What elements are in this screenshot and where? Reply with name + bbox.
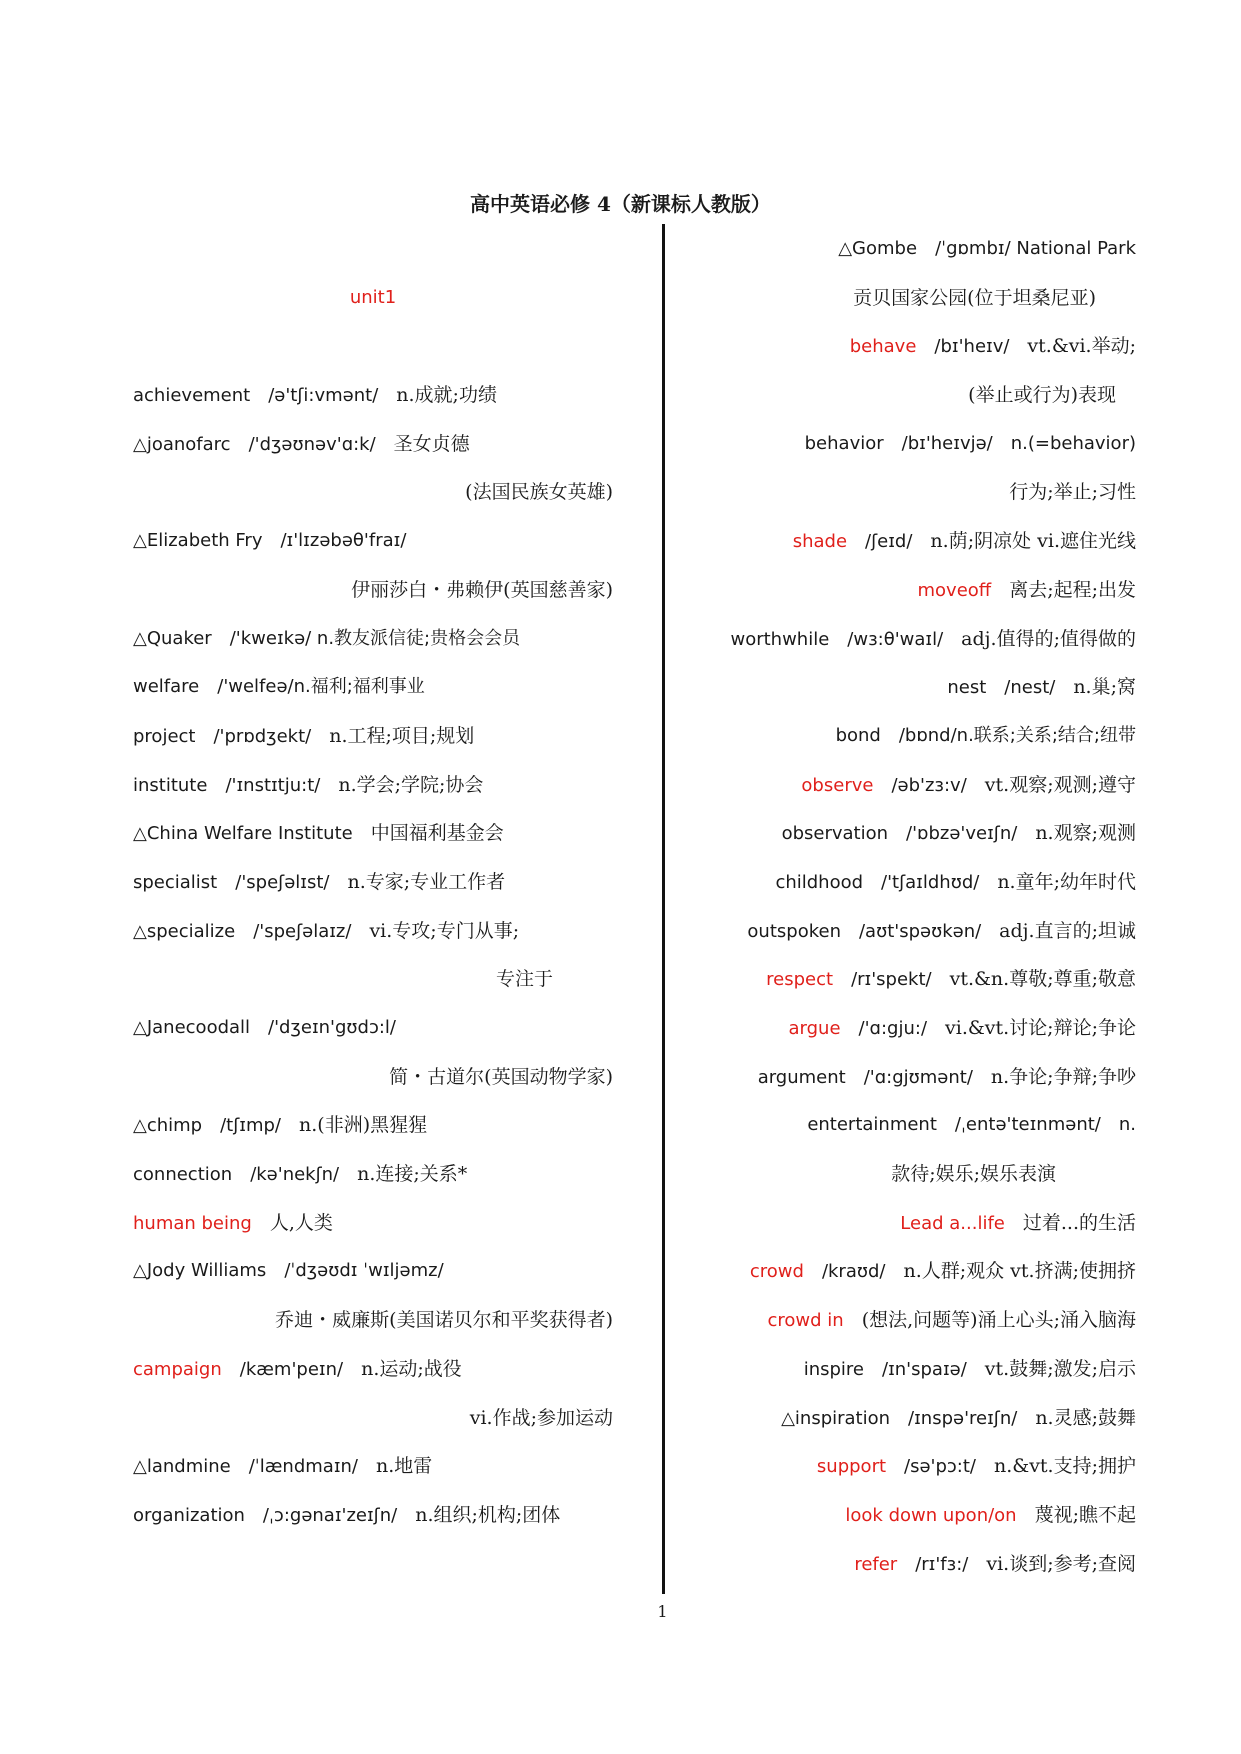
headword: look down upon/on	[845, 1504, 1017, 1526]
phonetic: /ɪ'lɪzəbəθ'fraɪ/	[280, 530, 407, 552]
phonetic: /'ɑ:gjʊmənt/	[863, 1066, 973, 1088]
headword: specialist	[133, 871, 218, 893]
definition: n.连接;关系*	[357, 1163, 468, 1186]
vocab-line	[676, 865, 1136, 914]
headword: achievement	[133, 385, 251, 407]
definition: n.专家;专业工作者	[347, 870, 506, 893]
blank-line	[133, 329, 613, 378]
vocab-line	[676, 622, 1136, 671]
headword: worthwhile	[730, 628, 830, 650]
headword: argue	[788, 1018, 841, 1039]
phonetic: /ˈdʒəʊdɪ ˈwɪljəmz/	[284, 1260, 444, 1282]
vocab-line	[676, 719, 1136, 768]
headword: △landmine	[133, 1456, 231, 1478]
vocab-line	[133, 1449, 613, 1498]
phonetic: /aʊt'spəʊkən/	[858, 920, 982, 942]
vocab-line	[133, 1060, 613, 1109]
vocab-line	[133, 670, 613, 719]
headword: argument	[757, 1066, 846, 1088]
headword: △Jody Williams	[133, 1260, 267, 1282]
blank-line	[133, 232, 613, 281]
vocab-line	[133, 573, 613, 622]
vocab-line	[133, 378, 613, 427]
definition: n.学会;学院;协会	[338, 773, 484, 796]
definition: adj.直言的;坦诚	[999, 919, 1136, 942]
headword: vi.作战;参加运动	[469, 1406, 613, 1429]
vocab-line	[676, 1108, 1136, 1157]
headword: outspoken	[747, 920, 841, 942]
headword: 伊丽莎白・弗赖伊(英国慈善家)	[351, 578, 613, 601]
vocab-line	[133, 962, 613, 1011]
headword: childhood	[775, 871, 864, 893]
phonetic: /rɪ'fɜ:/	[915, 1553, 969, 1575]
phonetic: /ɪn'spaɪə/	[882, 1358, 967, 1380]
headword: crowd in	[767, 1310, 844, 1332]
vocab-line	[676, 329, 1136, 378]
headword: △joanofarc	[133, 433, 231, 455]
vocab-line	[676, 1206, 1136, 1255]
definition: n.组织;机构;团体	[415, 1503, 561, 1526]
headword: △Janecoodall	[133, 1017, 251, 1038]
phonetic: n.(=behavior)	[1010, 432, 1136, 454]
phonetic: /'speʃəlaɪz/	[253, 920, 352, 942]
definition: vi.专攻;专门从事;	[369, 919, 520, 942]
headword: △China Welfare Institute	[133, 823, 353, 845]
vocab-line	[676, 427, 1136, 476]
headword: entertainment	[807, 1114, 937, 1136]
vocab-line	[133, 1352, 613, 1401]
definition: 离去;起程;出发	[1009, 578, 1136, 601]
phonetic: /sə'pɔ:t/	[904, 1456, 976, 1478]
definition: adj.值得的;值得做的	[961, 627, 1136, 650]
vocab-line	[133, 1011, 613, 1060]
page-title: 高中英语必修 4（新课标人教版）	[470, 192, 771, 216]
phonetic: /bɪ'heɪv/	[934, 336, 1010, 358]
vocab-line	[676, 1498, 1136, 1547]
definition: 过着...的生活	[1022, 1211, 1136, 1234]
vocab-line	[133, 1254, 613, 1303]
vocab-line	[133, 1206, 613, 1255]
definition: n.观察;观测	[1035, 822, 1136, 845]
vocab-line	[133, 622, 613, 671]
headword: project	[133, 725, 196, 747]
phonetic: /rɪ'spekt/	[851, 969, 932, 991]
headword: welfare	[133, 676, 200, 698]
vocab-line	[676, 670, 1136, 719]
vocab-line	[133, 1303, 613, 1352]
definition: n.(非洲)黑猩猩	[299, 1114, 428, 1137]
vocab-line	[676, 573, 1136, 622]
vocab-line	[676, 378, 1136, 427]
definition: vt.&n.尊敬;尊重;敬意	[949, 968, 1136, 991]
headword: connection	[133, 1164, 233, 1186]
phonetic: /bɪ'heɪvjə/	[901, 432, 993, 454]
vocab-line	[133, 1498, 613, 1547]
headword: △specialize	[133, 920, 236, 942]
phonetic: /ʃeɪd/	[865, 531, 913, 553]
phonetic: /'kweɪkə/ n.教友派信徒;贵格会会员	[229, 627, 521, 649]
headword: △Elizabeth Fry	[133, 530, 263, 552]
definition: (想法,问题等)涌上心头;涌入脑海	[861, 1309, 1136, 1332]
headword: campaign	[133, 1358, 222, 1380]
vocab-line	[676, 1352, 1136, 1401]
headword: moveoff	[917, 579, 992, 601]
headword: △Gombe	[838, 238, 918, 259]
phonetic: /bɒnd/n.联系;关系;结合;纽带	[898, 724, 1136, 746]
phonetic: /'ɑ:gju:/	[858, 1018, 928, 1039]
vocab-line	[133, 768, 613, 817]
headword: observation	[781, 823, 889, 845]
phonetic: n.	[1118, 1114, 1136, 1136]
vocab-line	[676, 1401, 1136, 1450]
definition: n.荫;阴凉处 vi.遮住光线	[930, 530, 1136, 553]
phonetic: /'ɪnstɪtju:t/	[225, 774, 321, 796]
phonetic: /ɪnspə'reɪʃn/	[908, 1407, 1018, 1429]
vocab-line	[676, 1254, 1136, 1303]
vocab-line	[676, 816, 1136, 865]
definition: 人,人类	[269, 1211, 333, 1234]
phonetic: /ˈlændmaɪn/	[248, 1456, 358, 1478]
vocab-line	[676, 232, 1136, 281]
phonetic: /kə'nekʃn/	[250, 1164, 340, 1186]
vocab-line	[676, 1060, 1136, 1109]
vocab-line	[133, 427, 613, 476]
headword: (法国民族女英雄)	[465, 481, 613, 504]
phonetic: /'ɒbzə'veɪʃn/	[906, 823, 1018, 845]
headword: 贡贝国家公园(位于坦桑尼亚)	[853, 286, 1096, 309]
headword: bond	[835, 724, 881, 746]
vocab-line	[676, 1547, 1136, 1596]
headword: 款待;娱乐;娱乐表演	[891, 1163, 1056, 1186]
headword: 行为;举止;习性	[1009, 481, 1136, 504]
definition: vt.观察;观测;遵守	[984, 773, 1136, 796]
vocab-line	[676, 914, 1136, 963]
phonetic: /kraʊd/	[821, 1261, 886, 1283]
definition: n.童年;幼年时代	[997, 870, 1136, 893]
vocab-line	[133, 524, 613, 573]
phonetic: /ə'tʃi:vmənt/	[268, 385, 379, 407]
headword: respect	[766, 969, 834, 991]
phonetic: /'dʒəʊnəv'ɑ:k/	[248, 433, 376, 455]
phonetic: /tʃɪmp/	[220, 1115, 281, 1137]
headword: shade	[792, 531, 848, 553]
vocab-line	[133, 1108, 613, 1157]
vocab-line	[676, 524, 1136, 573]
definition: n.巢;窝	[1073, 676, 1136, 699]
right-column	[676, 232, 1136, 1595]
vocab-line	[133, 914, 613, 963]
definition: n.地雷	[375, 1455, 433, 1478]
phonetic: /ˌentə'teɪnmənt/	[954, 1114, 1101, 1136]
vocab-line	[676, 281, 1136, 330]
definition: vt.&vi.举动;	[1027, 335, 1136, 358]
headword: refer	[854, 1553, 898, 1575]
vocab-line	[676, 1449, 1136, 1498]
column-divider	[662, 224, 665, 1594]
headword: organization	[133, 1504, 245, 1526]
headword: human being	[133, 1212, 252, 1234]
headword: crowd	[749, 1261, 804, 1283]
vocab-line	[676, 768, 1136, 817]
headword: △chimp	[133, 1115, 203, 1137]
headword: Lead a...life	[900, 1212, 1005, 1234]
phonetic: /'prɒdʒekt/	[213, 725, 312, 747]
headword: behavior	[804, 432, 884, 454]
vocab-line	[676, 962, 1136, 1011]
headword: nest	[947, 677, 987, 699]
headword: 专注于	[495, 968, 553, 991]
vocab-line	[676, 1157, 1136, 1206]
definition: vi.&vt.讨论;辩论;争论	[945, 1017, 1136, 1039]
definition: n.运动;战役	[361, 1357, 462, 1380]
headword: (举止或行为)表现	[968, 384, 1116, 407]
headword: institute	[133, 774, 208, 796]
headword: △inspiration	[781, 1407, 891, 1429]
vocab-line	[676, 475, 1136, 524]
definition: 中国福利基金会	[370, 822, 504, 845]
vocab-line	[133, 1157, 613, 1206]
left-column	[133, 232, 613, 1547]
headword: △Quaker	[133, 627, 212, 649]
headword: 乔迪・威廉斯(美国诺贝尔和平奖获得者)	[275, 1309, 613, 1332]
phonetic: /ˌɔ:gənaɪ'zeɪʃn/	[262, 1504, 398, 1526]
phonetic: /'welfeə/n.福利;福利事业	[217, 676, 425, 698]
phonetic: /wɜ:θ'waɪl/	[847, 628, 944, 650]
phonetic: /nest/	[1004, 677, 1056, 699]
definition: n.灵感;鼓舞	[1035, 1406, 1136, 1429]
vocab-line	[133, 281, 613, 330]
headword: 简・古道尔(英国动物学家)	[389, 1065, 613, 1088]
page-number: 1	[657, 1602, 668, 1621]
vocab-line	[133, 1401, 613, 1450]
definition: n.争论;争辩;争吵	[990, 1065, 1136, 1088]
phonetic: /kæm'peɪn/	[239, 1358, 344, 1380]
headword: unit1	[349, 286, 397, 308]
vocab-line	[133, 816, 613, 865]
vocab-line	[676, 1011, 1136, 1060]
vocab-line	[133, 865, 613, 914]
definition: 蔑视;瞧不起	[1034, 1503, 1136, 1526]
phonetic: /ˈgɒmbɪ/ National Park	[935, 238, 1136, 259]
definition: vt.鼓舞;激发;启示	[984, 1357, 1136, 1380]
headword: inspire	[803, 1358, 864, 1380]
headword: behave	[849, 336, 917, 358]
vocab-line	[133, 475, 613, 524]
phonetic: /'speʃəlɪst/	[235, 871, 330, 893]
phonetic: /'tʃaɪldhʊd/	[881, 871, 980, 893]
definition: n.成就;功绩	[396, 384, 497, 407]
definition: vi.谈到;参考;查阅	[986, 1552, 1136, 1575]
definition: n.&vt.支持;拥护	[994, 1455, 1136, 1478]
phonetic: /əb'zɜ:v/	[891, 774, 967, 796]
definition: n.人群;观众 vt.挤满;使拥挤	[903, 1260, 1136, 1283]
definition: 圣女贞德	[393, 432, 470, 455]
phonetic: /'dʒeɪn'gʊdɔ:l/	[268, 1017, 396, 1038]
vocab-line	[676, 1303, 1136, 1352]
definition: n.工程;项目;规划	[329, 724, 475, 747]
headword: support	[816, 1456, 887, 1478]
headword: observe	[801, 774, 874, 796]
vocab-line	[133, 719, 613, 768]
